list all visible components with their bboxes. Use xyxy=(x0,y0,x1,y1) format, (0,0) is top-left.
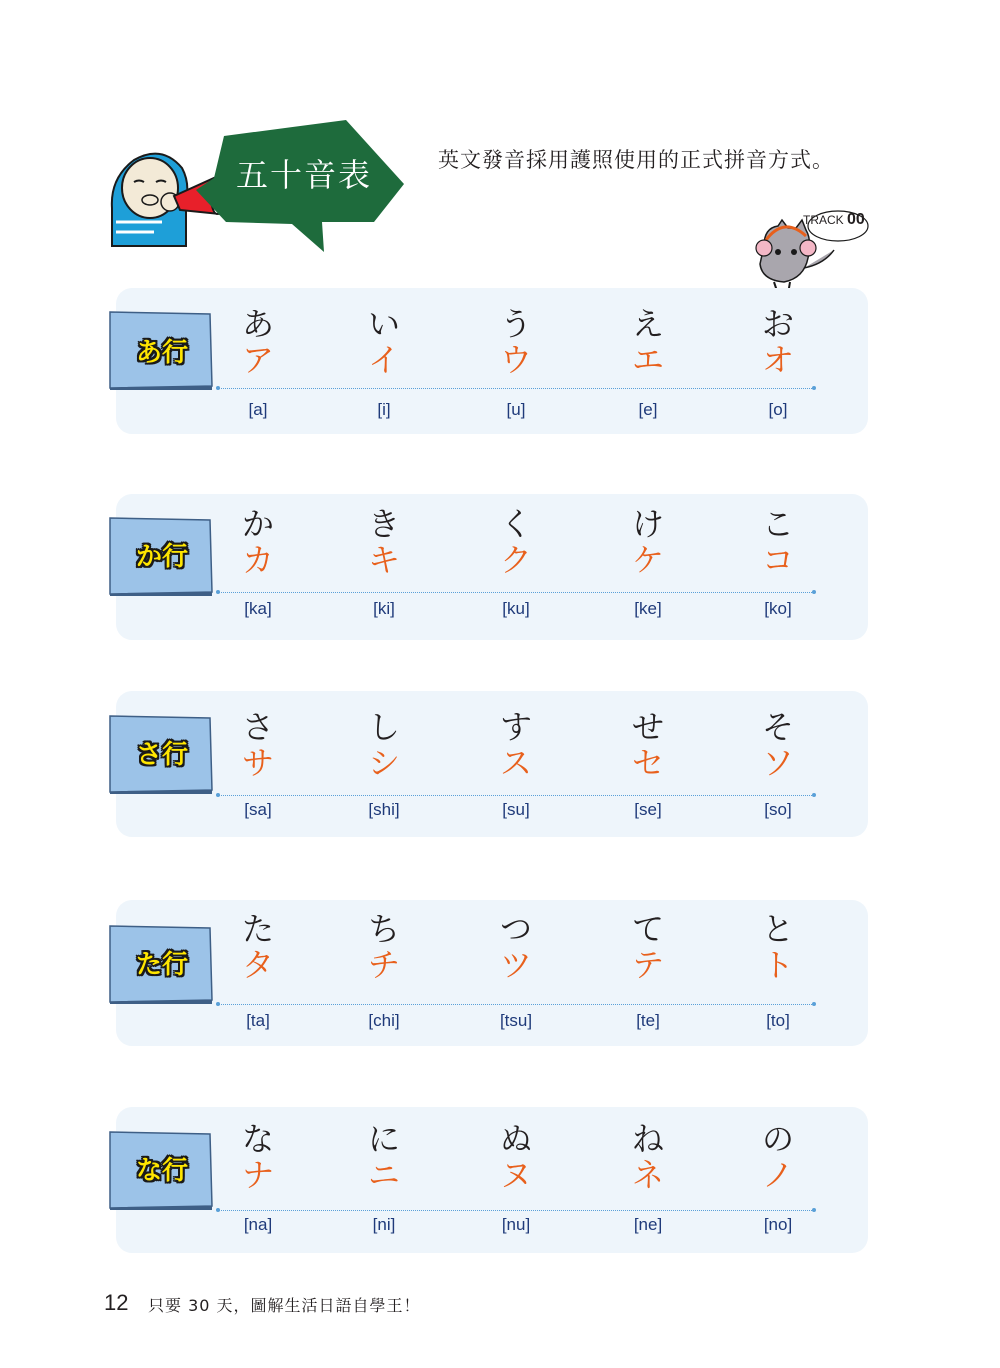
hiragana: つ xyxy=(499,910,532,948)
romaji-ki: [ki] xyxy=(373,599,395,618)
kana-cell-to xyxy=(738,911,818,983)
row-label-a: あ行 xyxy=(135,338,188,368)
hiragana: せ xyxy=(631,708,664,746)
kana-cell-no xyxy=(738,1121,818,1193)
katakana: チ xyxy=(367,946,400,984)
kana-cell-ko xyxy=(738,506,818,578)
track-text: TRACK xyxy=(803,213,844,227)
katakana: サ xyxy=(241,744,274,782)
romaji-e: [e] xyxy=(638,400,658,419)
romaji-sa: [sa] xyxy=(244,800,272,819)
hiragana: た xyxy=(241,910,274,948)
romaji-ta: [ta] xyxy=(246,1011,270,1030)
hiragana: の xyxy=(761,1120,794,1158)
romaji-ke: [ke] xyxy=(634,599,662,618)
hiragana: く xyxy=(499,505,532,543)
katakana: テ xyxy=(631,946,664,984)
katakana: セ xyxy=(631,744,664,782)
kana-cell-shi xyxy=(344,709,424,781)
romaji-se: [se] xyxy=(634,800,662,819)
romaji-a: [a] xyxy=(248,400,268,419)
page-title: 五十音表 xyxy=(236,156,373,194)
katakana: ケ xyxy=(631,541,664,579)
track-label xyxy=(803,211,865,229)
katakana: ソ xyxy=(761,744,794,782)
hiragana: う xyxy=(499,305,532,343)
katakana: カ xyxy=(241,541,274,579)
kana-cell-o xyxy=(738,306,818,378)
hiragana: え xyxy=(631,305,664,343)
romaji-ka: [ka] xyxy=(244,599,272,618)
row-label-ka: か行 xyxy=(135,542,188,572)
romaji-i: [i] xyxy=(377,400,391,419)
hiragana: け xyxy=(631,505,664,543)
dotted-divider xyxy=(218,795,814,796)
katakana: ス xyxy=(499,744,532,782)
romaji-ko: [ko] xyxy=(764,599,792,618)
katakana: イ xyxy=(367,341,400,379)
katakana: ト xyxy=(761,946,794,984)
romaji-ni: [ni] xyxy=(372,1215,396,1234)
romaji-su: [su] xyxy=(502,800,530,819)
hiragana: ぬ xyxy=(499,1120,532,1158)
kana-cell-ta xyxy=(218,911,298,983)
dotted-divider xyxy=(218,1210,814,1211)
romaji-so: [so] xyxy=(764,800,792,819)
hiragana: い xyxy=(367,305,400,343)
row-label-na: な行 xyxy=(135,1156,188,1186)
kana-cell-na xyxy=(218,1121,298,1193)
romaji-chi: [chi] xyxy=(368,1011,400,1030)
hiragana: そ xyxy=(761,708,794,746)
hiragana: あ xyxy=(241,305,274,343)
romaji-tsu: [tsu] xyxy=(499,1011,533,1030)
katakana: ネ xyxy=(631,1156,664,1194)
kana-cell-su xyxy=(476,709,556,781)
row-label-sa: さ行 xyxy=(135,740,188,770)
katakana: ウ xyxy=(499,341,532,379)
track-number: 00 xyxy=(847,211,865,228)
katakana: ヌ xyxy=(499,1156,532,1194)
kana-cell-ki xyxy=(344,506,424,578)
dotted-divider xyxy=(218,592,814,593)
page-number: 12 xyxy=(104,1290,129,1315)
kana-cell-sa xyxy=(218,709,298,781)
katakana: キ xyxy=(367,541,400,579)
hiragana: す xyxy=(499,708,532,746)
hiragana: き xyxy=(367,505,400,543)
romaji-no: [no] xyxy=(763,1215,793,1234)
romaji-u: [u] xyxy=(506,400,526,419)
romaji-shi: [shi] xyxy=(368,800,400,819)
hiragana: ね xyxy=(631,1120,664,1158)
row-label-ta: た行 xyxy=(135,950,188,980)
dotted-divider xyxy=(218,1004,814,1005)
katakana: エ xyxy=(631,341,664,379)
hiragana: さ xyxy=(241,708,274,746)
romaji-to: [to] xyxy=(766,1011,790,1030)
book-title: 只要 30 天，圖解生活日語自學王！ xyxy=(148,1296,421,1315)
romaji-ku: [ku] xyxy=(502,599,530,618)
kana-cell-ku xyxy=(476,506,556,578)
kana-cell-i xyxy=(344,306,424,378)
dotted-divider xyxy=(218,388,814,389)
hiragana: お xyxy=(761,305,794,343)
katakana: オ xyxy=(761,341,794,379)
kana-cell-a xyxy=(218,306,298,378)
romaji-na: [na] xyxy=(243,1215,273,1234)
katakana: ア xyxy=(241,341,274,379)
katakana: ナ xyxy=(241,1156,274,1194)
katakana: タ xyxy=(241,946,274,984)
katakana: ニ xyxy=(367,1156,400,1194)
hiragana: な xyxy=(241,1120,274,1158)
kana-cell-ka xyxy=(218,506,298,578)
kana-cell-tsu xyxy=(476,911,556,983)
romaji-ne: [ne] xyxy=(633,1215,663,1234)
kana-cell-so xyxy=(738,709,818,781)
hiragana: と xyxy=(761,910,794,948)
kana-cell-se xyxy=(608,709,688,781)
hiragana: に xyxy=(367,1120,400,1158)
kana-cell-chi xyxy=(344,911,424,983)
hiragana: し xyxy=(367,708,400,746)
romanization-note: 英文發音採用護照使用的正式拼音方式。 xyxy=(438,148,834,172)
katakana: ク xyxy=(499,541,532,579)
hiragana: ち xyxy=(367,910,400,948)
romaji-nu: [nu] xyxy=(501,1215,531,1234)
katakana: シ xyxy=(367,744,400,782)
kana-cell-u xyxy=(476,306,556,378)
romaji-te: [te] xyxy=(636,1011,660,1030)
katakana: ノ xyxy=(761,1156,794,1194)
hiragana: か xyxy=(241,505,274,543)
hiragana: こ xyxy=(761,505,794,543)
kana-cell-ni xyxy=(344,1121,424,1193)
kana-cell-nu xyxy=(476,1121,556,1193)
kana-cell-e xyxy=(608,306,688,378)
kana-cell-ne xyxy=(608,1121,688,1193)
katakana: ツ xyxy=(499,946,532,984)
katakana: コ xyxy=(761,541,794,579)
kana-cell-te xyxy=(608,911,688,983)
hiragana: て xyxy=(631,910,664,948)
romaji-o: [o] xyxy=(768,400,788,419)
kana-cell-ke xyxy=(608,506,688,578)
